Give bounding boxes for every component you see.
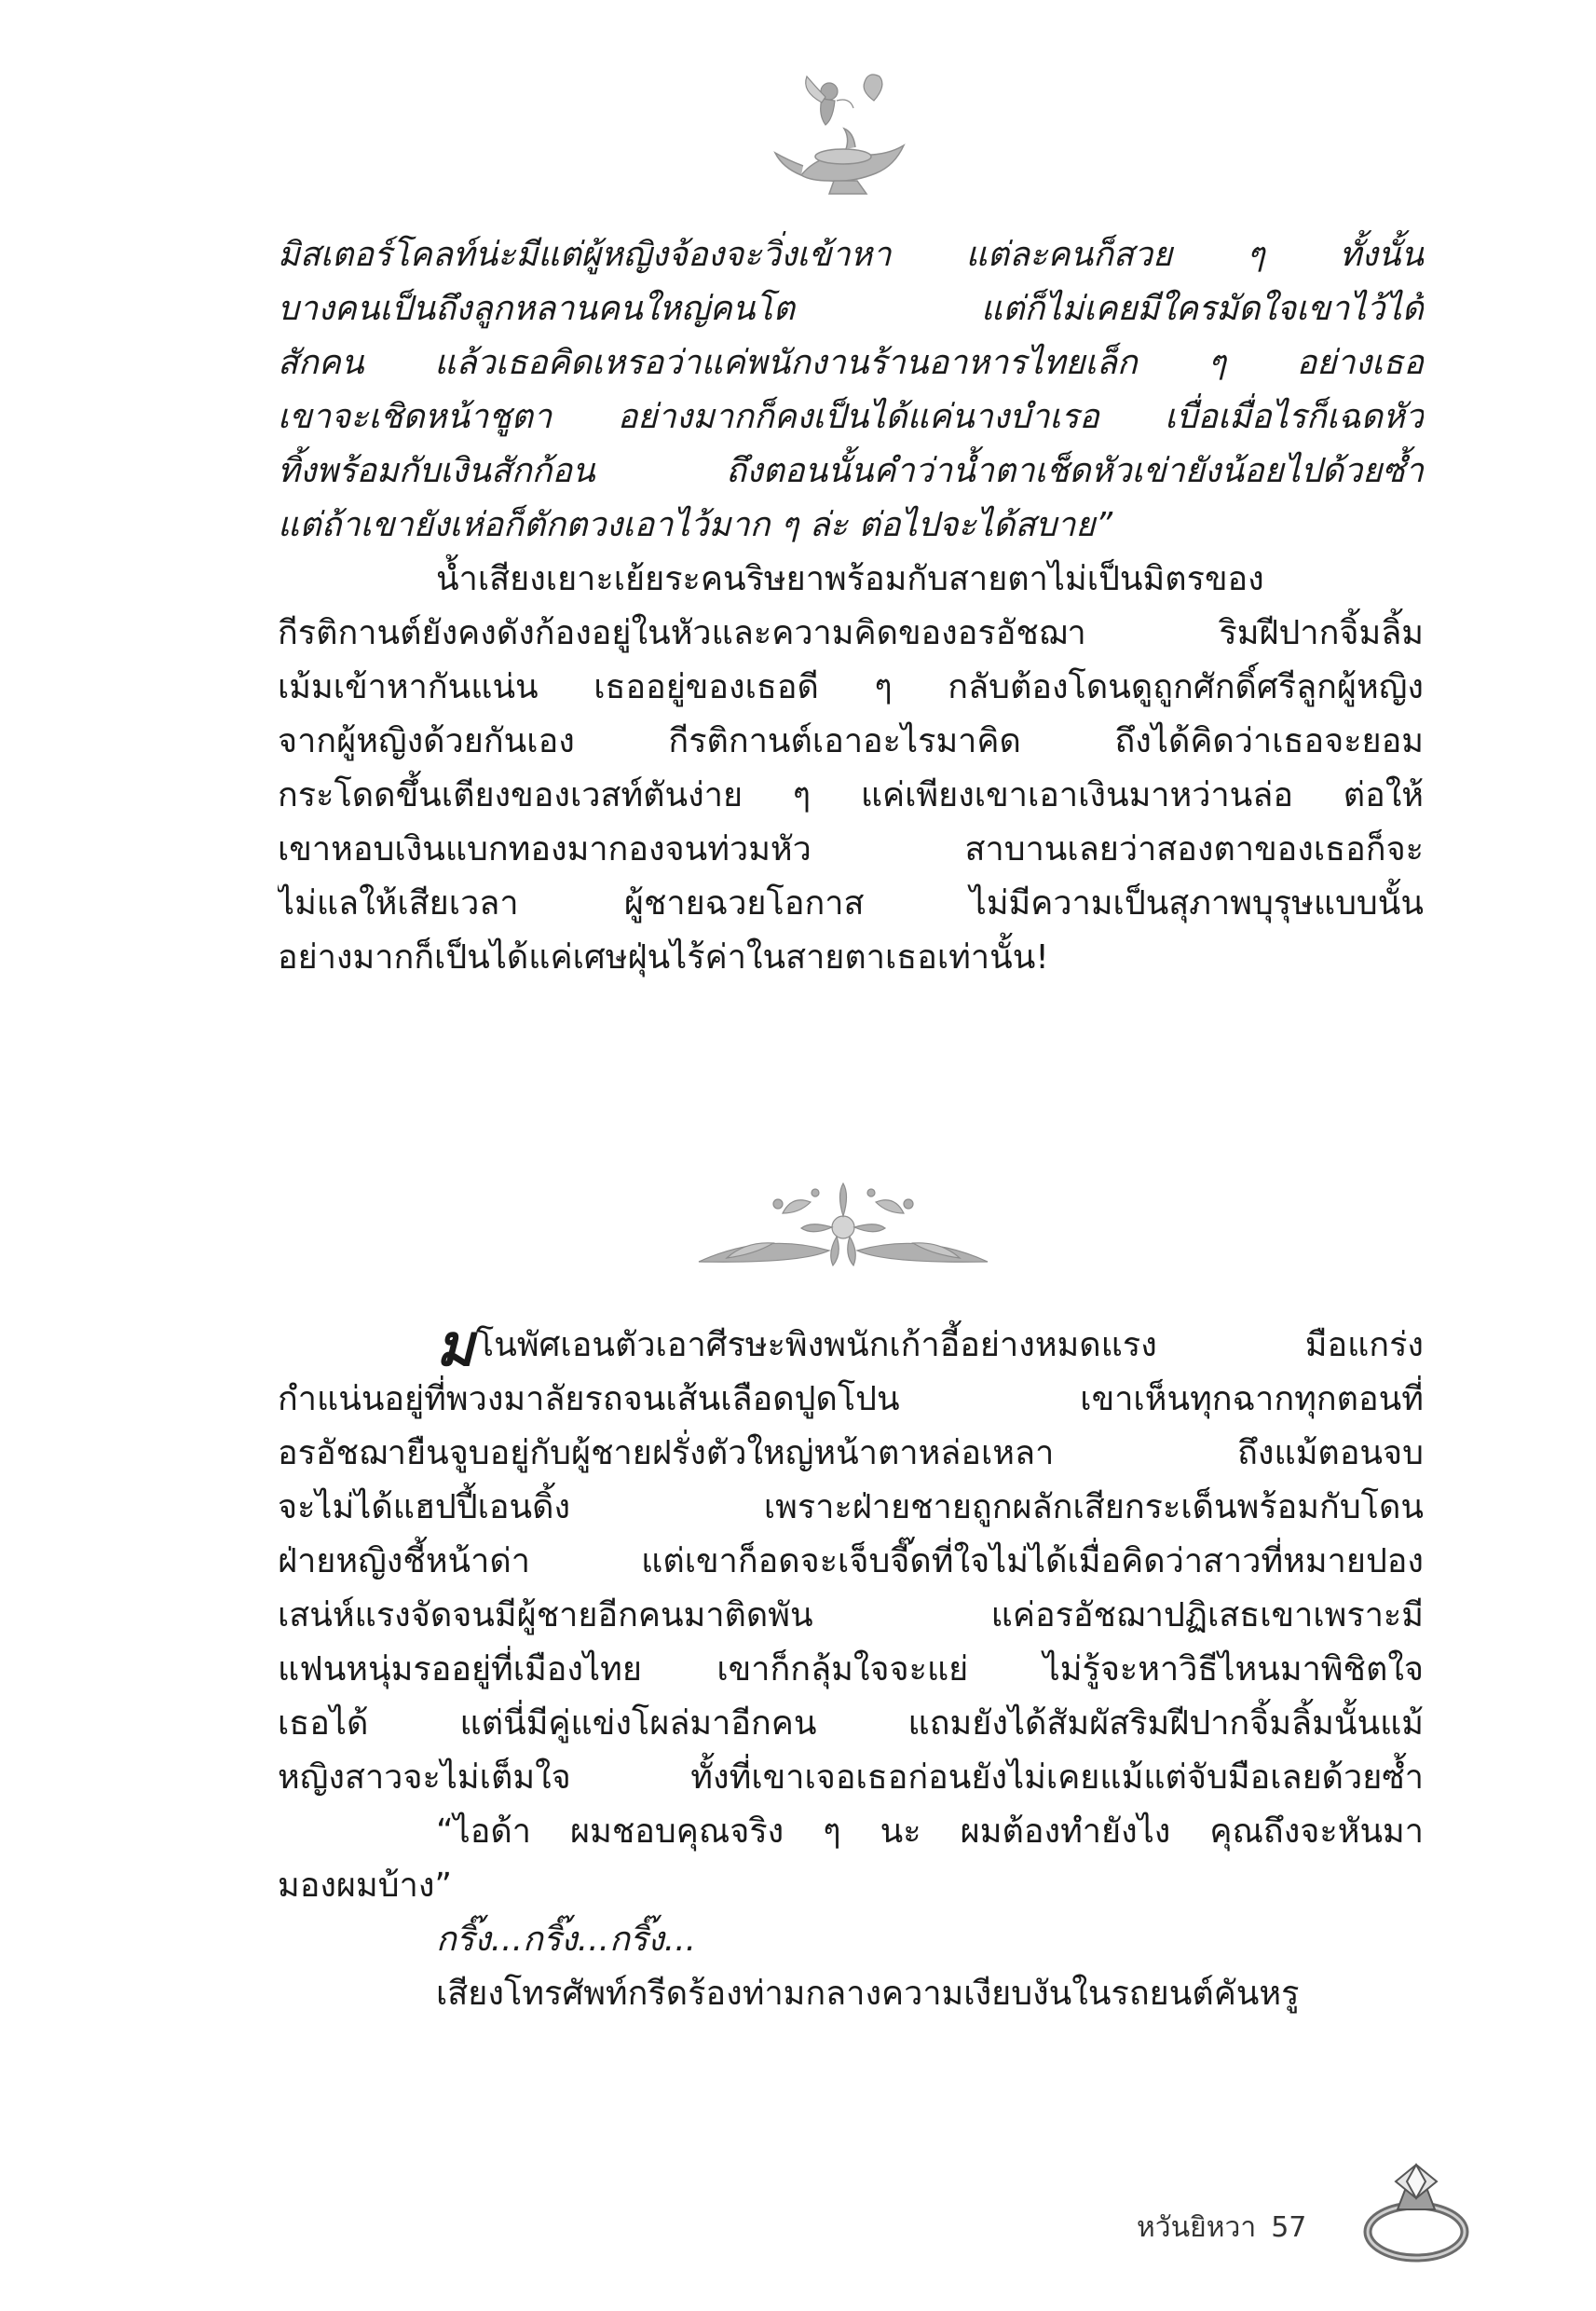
text-line: เสียงโทรศัพท์กรีดร้องท่ามกลางความเงียบงันในรถยนต์คันหรู <box>436 1975 1300 2013</box>
drop-cap-paragraph <box>278 1319 1424 2021</box>
text-line: เสน่ห์แรงจัดจนมีผู้ชายอีกคนมาติดพัน แค่อรอัชฌาปฏิเสธเขาเพราะมี <box>278 1596 1424 1634</box>
floral-divider-icon <box>689 1176 997 1288</box>
text-line: กำแน่นอยู่ที่พวงมาลัยรถจนเส้นเลือดปูดโปน เขาเห็นทุกฉากทุกตอนที่ <box>278 1380 1424 1418</box>
book-title: หวันยิหวา <box>1137 2210 1257 2244</box>
diamond-ring-icon <box>1351 2157 1472 2269</box>
text-line-content: โนพัศเอนตัวเอาศีรษะพิงพนักเก้าอี้อย่างหมดแรง มือแกร่ง <box>475 1326 1424 1364</box>
text-line: แฟนหนุ่มรออยู่ที่เมืองไทย เขาก็กลุ้มใจจะแย่ ไม่รู้จะหาวิธีไหนมาพิชิตใจ <box>278 1650 1424 1689</box>
text-line: เธอได้ แต่นี่มีคู่แข่งโผล่มาอีกคน แถมยังได้สัมผัสริมฝีปากจิ้มลิ้มนั้นแม้ <box>278 1704 1424 1743</box>
genie-lamp-ornament-icon <box>764 63 913 203</box>
dialogue-line: “ไอด้า ผมชอบคุณจริง ๆ นะ ผมต้องทำยังไง คุณถึงจะหันมา <box>436 1812 1424 1851</box>
text-line: กระโดดขึ้นเตียงของเวสท์ตันง่าย ๆ แค่เพียงเขาเอาเงินมาหว่านล่อ ต่อให้ <box>278 776 1424 814</box>
text-line: หญิงสาวจะไม่เต็มใจ ทั้งที่เขาเจอเธอก่อนยังไม่เคยแม้แต่จับมือเลยด้วยซ้ำ <box>278 1758 1424 1797</box>
text-line: ทิ้งพร้อมกับเงินสักก้อน ถึงตอนนั้นคำว่าน้ำตาเช็ดหัวเข่ายังน้อยไปด้วยซ้ำ <box>278 452 1424 490</box>
text-line: แต่ถ้าเขายังเห่อก็ตักตวงเอาไว้มาก ๆ ล่ะ ต่อไปจะได้สบาย” <box>278 506 1113 544</box>
dialogue-line: มองผมบ้าง” <box>278 1867 453 1905</box>
text-line: อรอัชฌายืนจูบอยู่กับผู้ชายฝรั่งตัวใหญ่หน้าตาหล่อเหลา ถึงแม้ตอนจบ <box>278 1434 1424 1472</box>
text-line: บางคนเป็นถึงลูกหลานคนใหญ่คนโต แต่ก็ไม่เคยมีใครมัดใจเขาไว้ได้ <box>278 290 1424 328</box>
text-line: เขาจะเชิดหน้าชูตา อย่างมากก็คงเป็นได้แค่นางบำเรอ เบื่อเมื่อไรก็เฉดหัว <box>278 398 1424 436</box>
text-line: ไม่แลให้เสียเวลา ผู้ชายฉวยโอกาส ไม่มีความเป็นสุภาพบุรุษแบบนั้น <box>278 884 1424 923</box>
quote-paragraph <box>278 228 1424 553</box>
text-line: น้ำเสียงเยาะเย้ยระคนริษยาพร้อมกับสายตาไม่เป็นมิตรของ <box>436 560 1264 598</box>
page-number: 57 <box>1271 2210 1307 2244</box>
text-line: สักคน แล้วเธอคิดเหรอว่าแค่พนักงานร้านอาหารไทยเล็ก ๆ อย่างเธอ <box>278 344 1424 382</box>
narrative-paragraph <box>278 553 1424 985</box>
text-line: มิสเตอร์โคลท์น่ะมีแต่ผู้หญิงจ้องจะวิ่งเข้าหา แต่ละคนก็สวย ๆ ทั้งนั้น <box>278 236 1424 274</box>
text-line: จากผู้หญิงด้วยกันเอง กีรติกานต์เอาอะไรมาคิด ถึงได้คิดว่าเธอจะยอม <box>278 722 1424 760</box>
text-line: อย่างมากก็เป็นได้แค่เศษฝุ่นไร้ค่าในสายตาเธอเท่านั้น! <box>278 938 1049 977</box>
text-line: จะไม่ได้แฮปปี้เอนดิ้ง เพราะฝ่ายชายถูกผลักเสียกระเด็นพร้อมกับโดน <box>278 1488 1424 1526</box>
drop-cap: ม <box>436 1319 474 1373</box>
text-line: กีรติกานต์ยังคงดังก้องอยู่ในหัวและความคิดของอรอัชฌา ริมฝีปากจิ้มลิ้ม <box>278 614 1424 652</box>
text-line <box>278 1319 1424 1373</box>
text-line: เขาหอบเงินแบกทองมากองจนท่วมหัว สาบานเลยว่าสองตาของเธอก็จะ <box>278 830 1424 868</box>
text-line: เม้มเข้าหากันแน่น เธออยู่ของเธอดี ๆ กลับต้องโดนดูถูกศักดิ์ศรีลูกผู้หญิง <box>278 668 1424 706</box>
sound-line: กริ๊ง...กริ๊ง...กริ๊ง... <box>436 1921 697 1959</box>
text-line: ฝ่ายหญิงชี้หน้าด่า แต่เขาก็อดจะเจ็บจี๊ดที่ใจไม่ได้เมื่อคิดว่าสาวที่หมายปอง <box>278 1542 1424 1580</box>
